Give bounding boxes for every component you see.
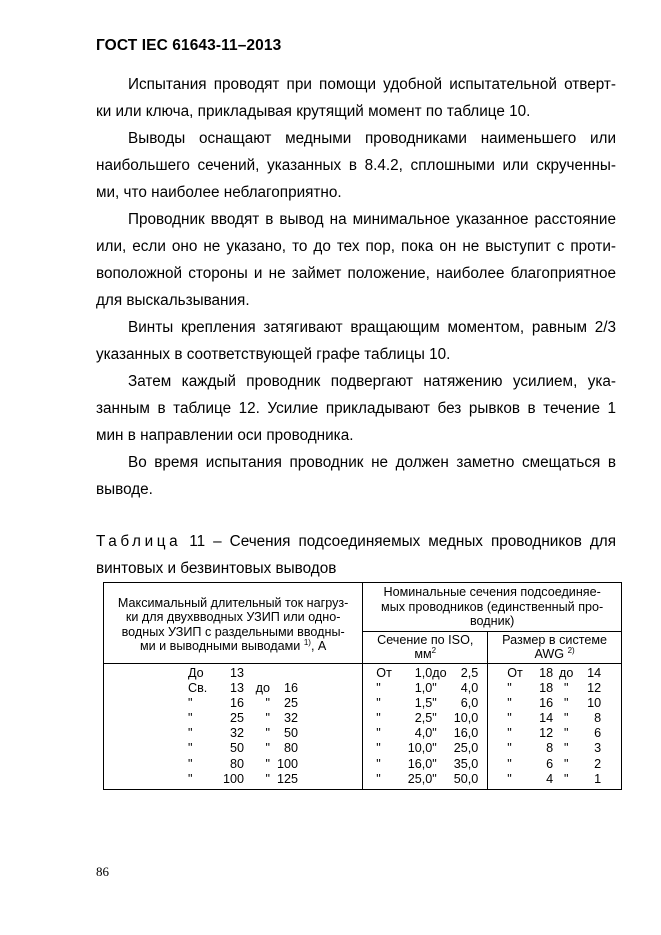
header-line: мых проводников (единственный про-	[381, 599, 604, 614]
table-cell: 80	[229, 756, 244, 771]
table-cell: "	[432, 756, 437, 771]
table-cell: "	[563, 756, 569, 771]
table-cell: 80	[283, 741, 298, 756]
table-cell: 14	[587, 665, 602, 680]
table-cell: "	[376, 756, 381, 771]
table-cell: "	[376, 680, 381, 695]
table-cell: "	[188, 771, 193, 786]
table-cell: "	[188, 711, 193, 726]
paragraph-line: выводе.	[96, 481, 153, 498]
table-cell: 25	[283, 695, 298, 710]
header-line: водных УЗИП с раздельными вводны-	[121, 624, 345, 639]
header-text: мм	[414, 647, 432, 661]
paragraph-line: Затем каждый проводник подвергают натяжению усилием, ука-	[128, 373, 616, 390]
table-cell: От	[507, 665, 523, 680]
paragraph-line: мин в направлении оси проводника.	[96, 427, 354, 444]
table-cell: "	[432, 726, 437, 741]
paragraph-5	[96, 368, 616, 449]
table-cell: "	[432, 695, 437, 710]
header-line: ки для двухвводных УЗИП или одно-	[125, 610, 341, 625]
table-row	[104, 666, 362, 681]
table-cell: 50	[229, 741, 244, 756]
table-row	[363, 741, 487, 756]
table-body-row	[104, 663, 622, 790]
table-cell: 4,0	[414, 726, 433, 741]
paragraph-2	[96, 125, 616, 206]
table-cell: 13	[229, 665, 244, 680]
table-cell: 100	[222, 771, 244, 786]
table-cell: 1,5	[414, 695, 433, 710]
paragraph-line: занным в таблице 12. Усилие прикладывают без рывков в течение 1	[96, 400, 616, 417]
caption-line-2: винтовых и безвинтовых выводов	[96, 560, 337, 577]
table-cell: 4,0	[460, 680, 479, 695]
table-cell: 25,0	[407, 771, 433, 786]
table-row	[363, 711, 487, 726]
paragraph-line: ки или ключа, прикладывая крутящий момент по таблице 10.	[96, 103, 531, 120]
table-row	[363, 681, 487, 696]
footnote-mark: 1)	[303, 638, 311, 648]
table-cell: 3	[594, 741, 602, 756]
table-cell: 18	[539, 665, 554, 680]
table-row	[488, 726, 621, 741]
header-line: Номинальные сечения подсоединяе-	[383, 585, 601, 599]
table-row	[104, 711, 362, 726]
table-cell: 1	[594, 771, 602, 786]
header-line	[110, 639, 356, 654]
conductor-sections-table	[103, 582, 622, 790]
table-cell: 6	[594, 726, 602, 741]
document-header: ГОСТ IEC 61643-11–2013	[96, 37, 282, 54]
table-cell: до	[432, 665, 447, 680]
table-row	[104, 696, 362, 711]
header-line	[490, 647, 619, 662]
table-cell: 12	[539, 726, 554, 741]
header-unit: , А	[310, 639, 327, 654]
table-cell: "	[188, 726, 193, 741]
table-cell: "	[188, 695, 193, 710]
paragraph-line: воположной стороны и не займет положение, наиболее благоприятное	[96, 265, 616, 282]
table-cell: "	[507, 726, 512, 741]
caption-title: 11 – Сечения подсоединяемых медных проводников для	[181, 533, 616, 550]
table-row	[363, 757, 487, 772]
sections-group-header	[363, 583, 622, 632]
header-line: Максимальный длительный ток нагруз-	[117, 595, 349, 610]
table-cell: 16,0	[407, 756, 433, 771]
table-row	[104, 726, 362, 741]
awg-size-header	[488, 631, 622, 663]
paragraph-line: Испытания проводят при помощи удобной испытательной отверт-	[128, 76, 616, 93]
table-cell: 35,0	[453, 756, 479, 771]
table-cell: "	[507, 771, 512, 786]
table-cell: "	[563, 695, 569, 710]
awg-values-cell	[488, 663, 622, 790]
table-cell: 100	[276, 756, 298, 771]
table-row	[363, 726, 487, 741]
table-cell: 16	[539, 695, 554, 710]
table-header-row	[104, 583, 622, 632]
table-cell: 25,0	[453, 741, 479, 756]
table-cell: 50,0	[453, 771, 479, 786]
table-row	[488, 757, 621, 772]
table-row	[488, 681, 621, 696]
paragraph-line: Во время испытания проводник не должен заметно смещаться в	[128, 454, 616, 471]
table-cell: "	[376, 741, 381, 756]
table-cell: "	[507, 711, 512, 726]
table-cell: "	[507, 695, 512, 710]
caption-line-1	[96, 528, 616, 555]
table-row	[104, 741, 362, 756]
header-line	[365, 647, 485, 662]
table-cell: 1,0	[414, 665, 433, 680]
table-row	[488, 741, 621, 756]
table-cell: "	[563, 711, 569, 726]
table-cell: 16,0	[453, 726, 479, 741]
table-cell: "	[376, 695, 381, 710]
table-cell: 16	[229, 695, 244, 710]
table-cell: 2,5	[460, 665, 479, 680]
table-cell: Св.	[188, 680, 208, 695]
paragraph-line: ми, что наиболее неблагоприятно.	[96, 184, 342, 201]
paragraph-line: указанных в соответствующей графе таблицы 10.	[96, 346, 451, 363]
table-cell: От	[376, 665, 392, 680]
table-cell: "	[563, 726, 569, 741]
table-cell: 4	[546, 771, 554, 786]
table-cell: "	[507, 680, 512, 695]
table-row	[488, 772, 621, 787]
table-cell: 50	[283, 726, 298, 741]
header-line: водник)	[469, 614, 515, 628]
table-cell: 10,0	[453, 711, 479, 726]
table-cell: "	[376, 726, 381, 741]
table-cell: "	[265, 741, 270, 756]
table-cell: до	[255, 680, 270, 695]
table-cell: "	[265, 695, 270, 710]
iso-section-header	[363, 631, 488, 663]
paragraph-line: Выводы оснащают медными проводниками наименьшего или	[128, 130, 616, 147]
table-cell: "	[265, 756, 270, 771]
paragraph-4	[96, 314, 616, 368]
iso-values-cell	[363, 663, 488, 790]
header-line: Размер в системе	[502, 632, 608, 647]
paragraph-3	[96, 206, 616, 314]
table-cell: "	[188, 756, 193, 771]
current-values-cell	[104, 663, 363, 790]
table-cell: 16	[283, 680, 298, 695]
table-cell: "	[265, 726, 270, 741]
table-cell: 32	[283, 711, 298, 726]
header-line: Сечение по ISO,	[377, 632, 474, 647]
paragraph-line: Винты крепления затягивают вращающим моментом, равным 2/3	[128, 319, 616, 336]
table-row	[104, 757, 362, 772]
header-text: AWG	[534, 647, 565, 661]
table-row	[363, 696, 487, 711]
paragraph-line: или, если оно не указано, то до тех пор, пока он не выступит с проти-	[96, 238, 616, 255]
table-cell: 8	[594, 711, 602, 726]
table-cell: "	[563, 771, 569, 786]
table-cell: 1,0	[414, 680, 433, 695]
table-cell: 14	[539, 711, 554, 726]
table-row	[104, 772, 362, 787]
table-cell: "	[432, 741, 437, 756]
table-cell: "	[265, 771, 270, 786]
current-header	[104, 583, 363, 664]
table-caption	[96, 528, 616, 582]
table-cell: 10,0	[407, 741, 433, 756]
table-cell: "	[432, 680, 437, 695]
table-cell: 8	[546, 741, 554, 756]
table-cell: "	[376, 771, 381, 786]
table-cell: "	[507, 741, 512, 756]
table-cell: 10	[587, 695, 602, 710]
table-cell: "	[376, 711, 381, 726]
table-cell: "	[432, 711, 437, 726]
table-row	[488, 696, 621, 711]
table-row	[488, 666, 621, 681]
table-cell: 25	[229, 711, 244, 726]
paragraph-1	[96, 71, 616, 125]
table-cell: "	[432, 771, 437, 786]
page-number: 86	[96, 864, 109, 879]
table-cell: 6,0	[460, 695, 479, 710]
superscript: 2	[431, 645, 437, 655]
table-cell: 18	[539, 680, 554, 695]
table-cell: "	[188, 741, 193, 756]
caption-label: Таблица	[96, 533, 182, 550]
table-cell: До	[188, 665, 204, 680]
paragraph-6	[96, 449, 616, 503]
table-cell: 6	[546, 756, 554, 771]
table-cell: "	[563, 741, 569, 756]
table-cell: 32	[229, 726, 244, 741]
paragraph-line: Проводник вводят в вывод на минимальное указанное расстояние	[128, 211, 616, 228]
table-cell: 13	[229, 680, 244, 695]
footnote-mark: 2)	[567, 645, 575, 655]
table-row	[363, 772, 487, 787]
paragraph-line: наибольшего сечений, указанных в 8.4.2, сплошными или скрученны-	[96, 157, 616, 174]
table-cell: 2	[594, 756, 602, 771]
table-row	[363, 666, 487, 681]
table-cell: "	[265, 711, 270, 726]
header-text: ми и выводными выводами	[139, 639, 301, 654]
table-cell: 125	[276, 771, 298, 786]
table-cell: 12	[587, 680, 602, 695]
table-cell: "	[507, 756, 512, 771]
table-cell: до	[559, 665, 574, 680]
table-row	[104, 681, 362, 696]
table-row	[488, 711, 621, 726]
table-cell: 2,5	[414, 711, 433, 726]
table-cell: "	[563, 680, 569, 695]
paragraph-line: для выскальзывания.	[96, 292, 250, 309]
